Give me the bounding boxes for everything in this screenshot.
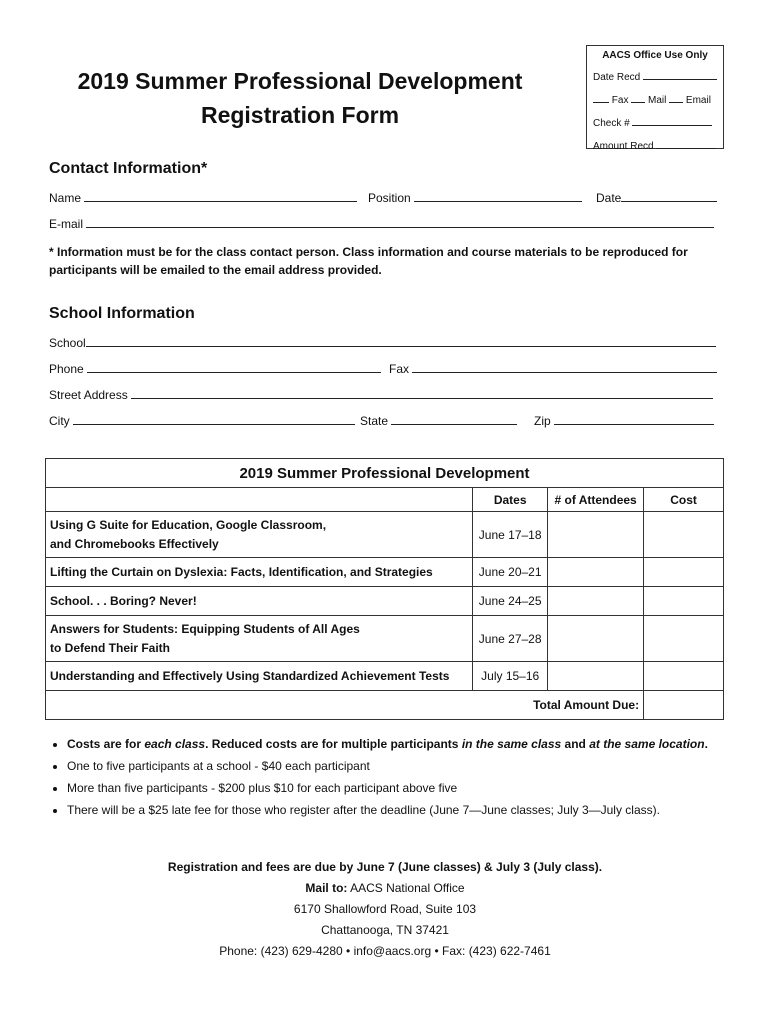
mail-to-line: Mail to: AACS National Office	[305, 881, 465, 895]
address-line-1: 6170 Shallowford Road, Suite 103	[293, 902, 477, 916]
attendees-input[interactable]	[548, 587, 644, 616]
email-field[interactable]: E-mail	[49, 216, 714, 231]
course-name: Understanding and Effectively Using Standardized Achievement Tests	[46, 662, 473, 691]
cost-input[interactable]	[644, 662, 724, 691]
course-dates: June 24–25	[473, 587, 548, 616]
course-table	[45, 458, 724, 720]
course-dates: June 20–21	[473, 558, 548, 587]
office-use-heading: AACS Office Use Only	[602, 50, 708, 61]
course-name: Answers for Students: Equipping Students of All Ages to Defend Their Faith	[46, 616, 473, 662]
course-dates: June 17–18	[473, 512, 548, 558]
attendees-input[interactable]	[548, 662, 644, 691]
header-attendees: # of Attendees	[548, 488, 644, 512]
due-notice: Registration and fees are due by June 7 (June classes) & July 3 (July class).	[167, 860, 603, 874]
total-label: Total Amount Due:	[46, 691, 644, 720]
address-line-2: Chattanooga, TN 37421	[321, 923, 449, 937]
list-item: • One to five participants at a school - $40 each participant	[67, 759, 757, 773]
phone-field[interactable]: Phone	[49, 361, 381, 376]
list-item: • More than five participants - $200 plus $10 for each participant above five	[67, 781, 757, 795]
cost-input[interactable]	[644, 587, 724, 616]
course-dates: June 27–28	[473, 616, 548, 662]
attendees-input[interactable]	[548, 558, 644, 587]
pricing-notes	[49, 737, 757, 825]
title-line-2: Registration Form	[200, 102, 400, 128]
contact-heading: Contact Information*	[49, 160, 208, 177]
date-field[interactable]: Date	[596, 190, 717, 205]
title-line-1: 2019 Summer Professional Development	[77, 68, 523, 94]
total-amount-input[interactable]	[644, 691, 724, 720]
table-row	[46, 512, 724, 558]
table-row	[46, 662, 724, 691]
list-item: • Costs are for each class. Reduced costs are for multiple participants in the same class and at the same location.	[67, 737, 757, 751]
course-name: Lifting the Curtain on Dyslexia: Facts, Identification, and Strategies	[46, 558, 473, 587]
office-use-box	[586, 45, 724, 152]
cost-input[interactable]	[644, 512, 724, 558]
table-title: 2019 Summer Professional Development	[46, 459, 724, 488]
separator-icon: •	[346, 944, 351, 958]
name-field[interactable]: Name	[49, 190, 357, 205]
office-method[interactable]: Fax Mail Email	[593, 91, 717, 106]
course-name: School. . . Boring? Never!	[46, 587, 473, 616]
separator-icon: •	[434, 944, 439, 958]
total-row	[46, 691, 724, 720]
street-address-field[interactable]: Street Address	[49, 387, 713, 402]
page-title	[40, 64, 560, 132]
attendees-input[interactable]	[548, 512, 644, 558]
phone-number: Phone: (423) 629-4280	[219, 944, 343, 958]
header-cost: Cost	[644, 488, 724, 512]
course-name: Using G Suite for Education, Google Classroom, and Chromebooks Effectively	[46, 512, 473, 558]
table-title-row	[46, 459, 724, 488]
office-check[interactable]: Check #	[593, 114, 717, 129]
zip-field[interactable]: Zip	[534, 413, 714, 428]
office-amount[interactable]: Amount Recd	[593, 137, 717, 152]
table-row	[46, 587, 724, 616]
cost-input[interactable]	[644, 616, 724, 662]
email-link[interactable]: info@aacs.org	[353, 944, 432, 958]
attendees-input[interactable]	[548, 616, 644, 662]
fax-field[interactable]: Fax	[389, 361, 717, 376]
header-dates: Dates	[473, 488, 548, 512]
contact-line	[0, 941, 770, 962]
office-date-recd[interactable]: Date Recd	[593, 68, 717, 83]
position-field[interactable]: Position	[368, 190, 582, 205]
cost-input[interactable]	[644, 558, 724, 587]
city-field[interactable]: City	[49, 413, 355, 428]
fax-number: Fax: (423) 622-7461	[442, 944, 551, 958]
list-item: • There will be a $25 late fee for those who register after the deadline (June 7—June classes; July 3—July class).	[67, 803, 757, 817]
school-field[interactable]: School	[49, 335, 716, 350]
table-row	[46, 558, 724, 587]
school-heading: School Information	[49, 305, 195, 322]
table-header-row	[46, 488, 724, 512]
state-field[interactable]: State	[360, 413, 517, 428]
course-dates: July 15–16	[473, 662, 548, 691]
contact-note: * Information must be for the class contact person. Class information and course materials to be reproduced for participants will be emailed to the email address provided.	[49, 245, 688, 277]
mailing-info	[0, 857, 770, 962]
table-row	[46, 616, 724, 662]
header-blank	[46, 488, 473, 512]
